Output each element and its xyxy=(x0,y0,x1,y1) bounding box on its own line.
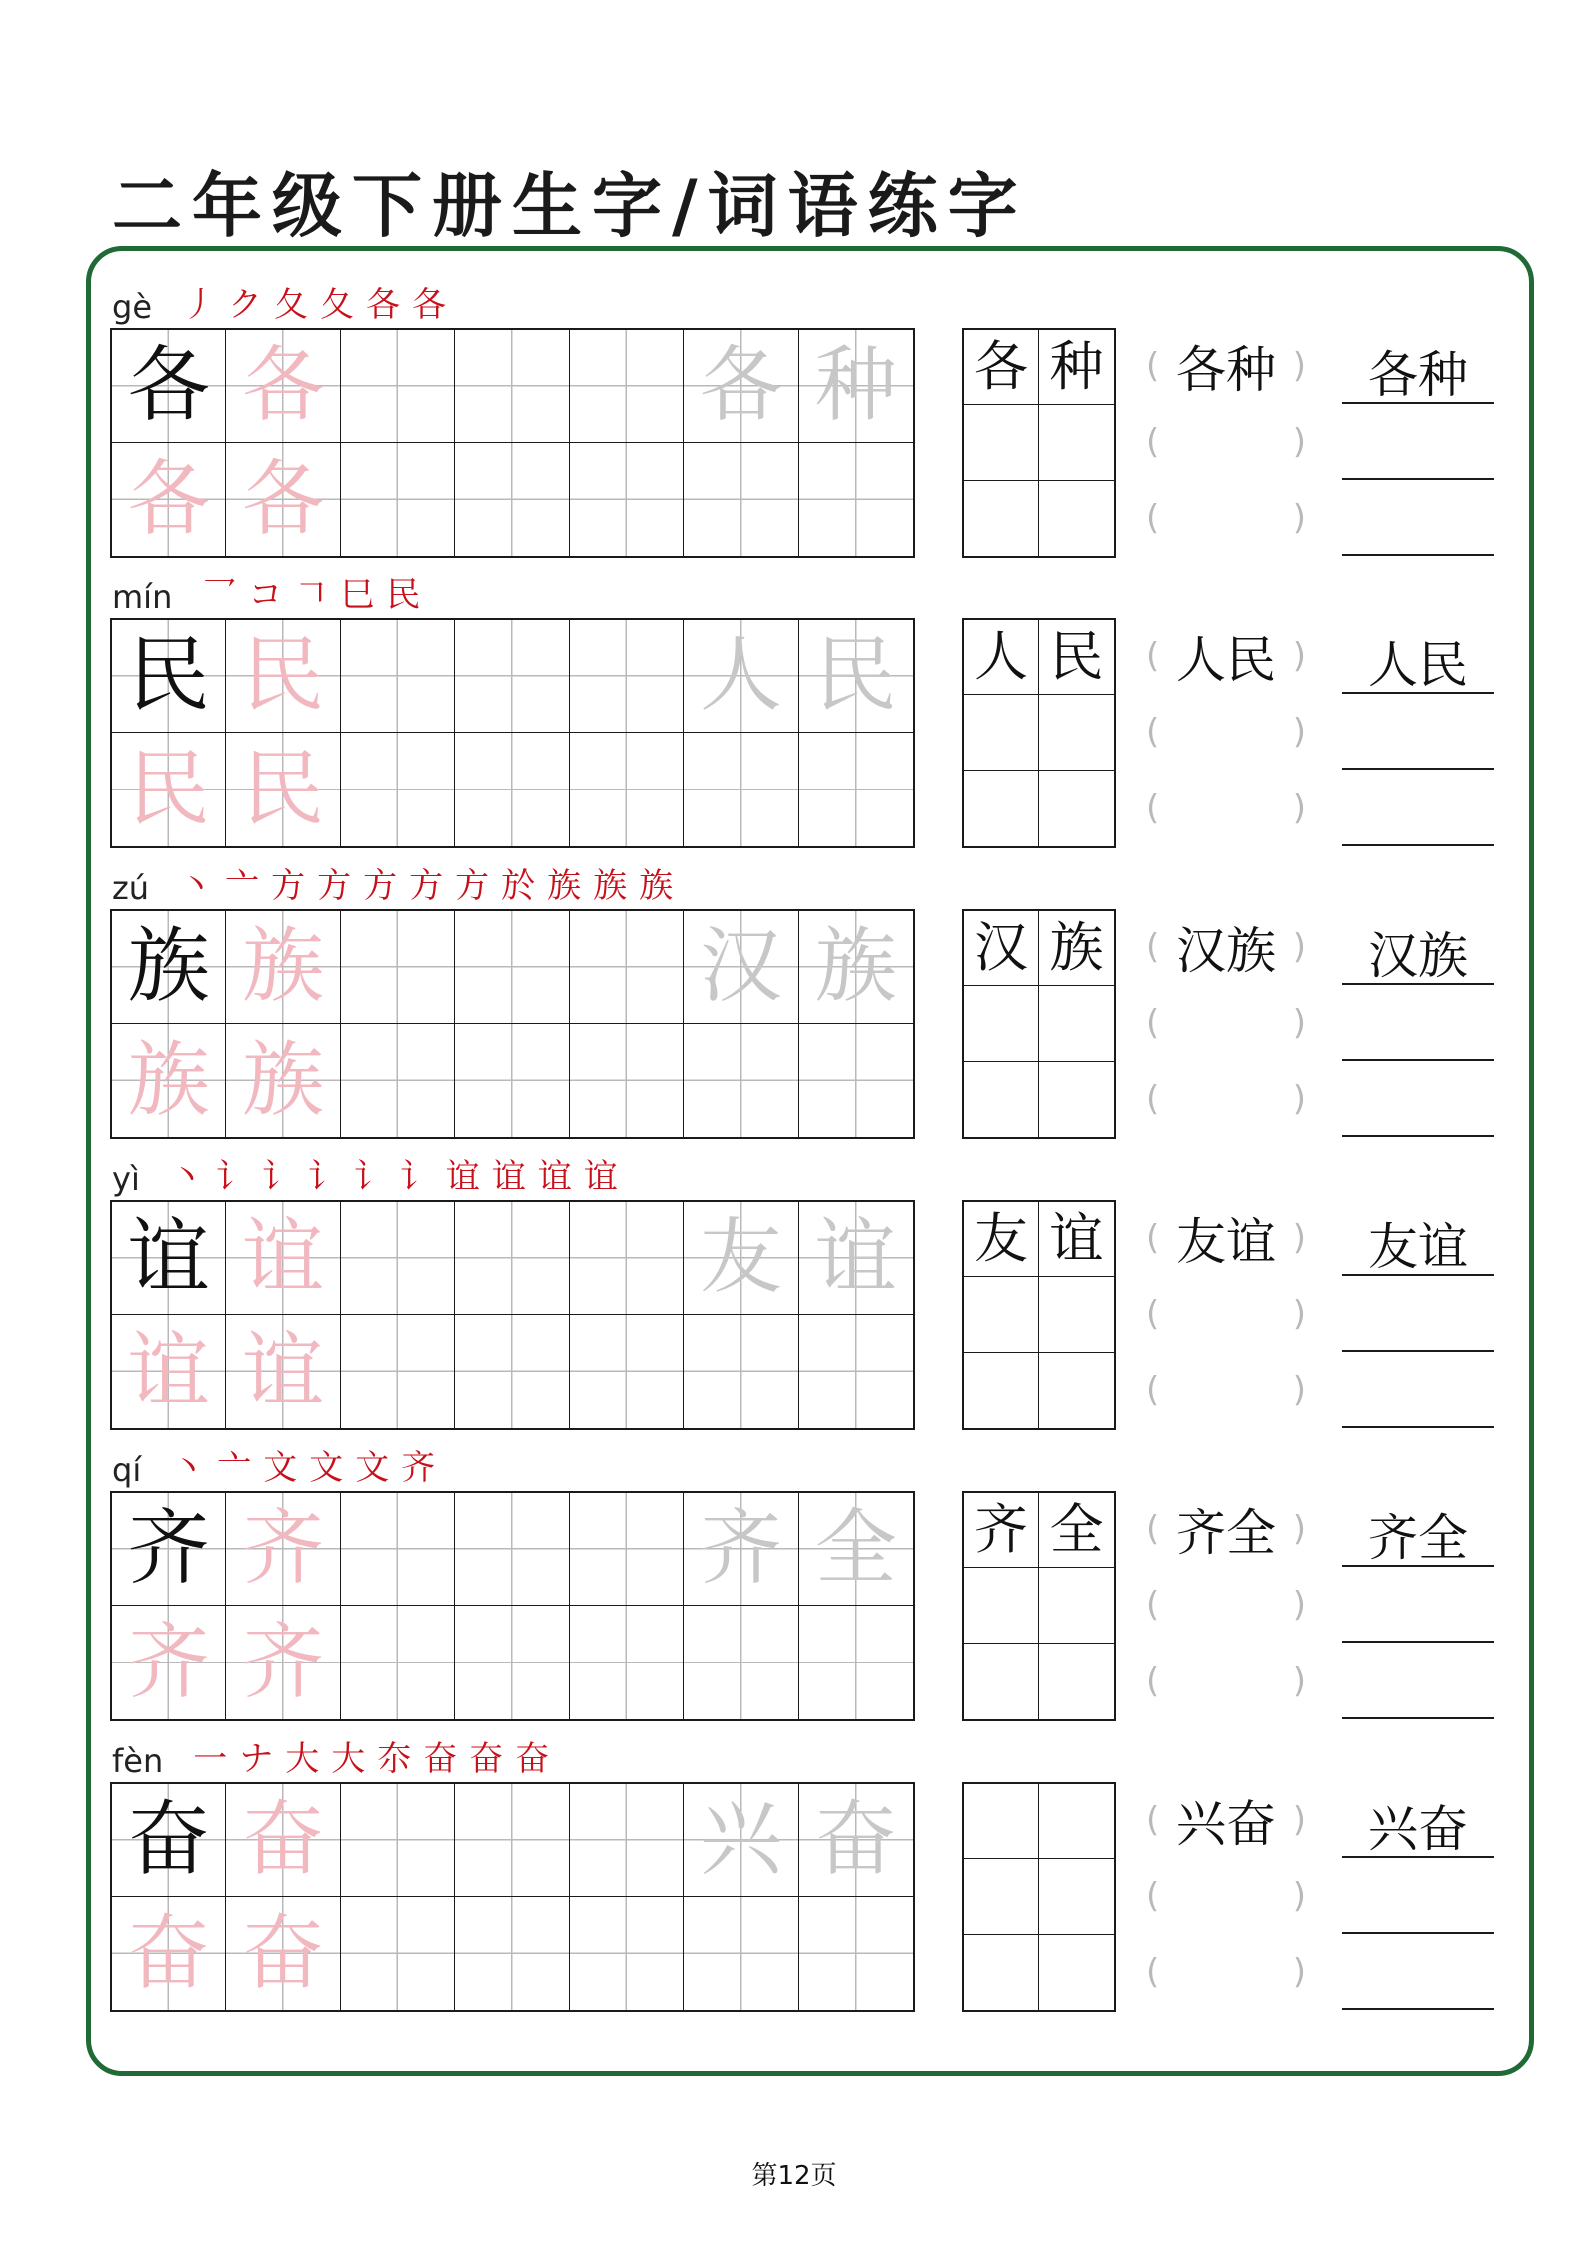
practice-row xyxy=(0,564,1588,854)
paren-entry[interactable] xyxy=(1146,1352,1306,1428)
trace-character[interactable]: 各 xyxy=(226,443,340,556)
paren-close: ) xyxy=(1292,927,1306,967)
paren-entry[interactable] xyxy=(1146,985,1306,1061)
paren-close: ) xyxy=(1292,1079,1306,1119)
pinyin-label: qí xyxy=(112,1451,142,1489)
practice-row xyxy=(0,274,1588,564)
paren-close: ) xyxy=(1292,712,1306,752)
writing-cell[interactable] xyxy=(341,1493,455,1606)
writing-cell[interactable] xyxy=(570,1784,684,1897)
underline-word: 友谊 xyxy=(1368,1218,1468,1276)
stroke-step: 谊 xyxy=(583,1157,618,1197)
trace-word-char[interactable]: 民 xyxy=(799,620,913,733)
pinyin-label: fèn xyxy=(112,1742,164,1780)
paren-open: ( xyxy=(1146,788,1160,828)
writing-cell[interactable] xyxy=(684,1024,798,1137)
answer-line[interactable] xyxy=(1342,1276,1494,1352)
paren-word: 齐全 xyxy=(1176,1504,1276,1562)
underline-word: 汉族 xyxy=(1368,927,1468,985)
word-box-char[interactable] xyxy=(964,1784,1039,1859)
writing-cell[interactable] xyxy=(799,443,913,556)
paren-entry[interactable] xyxy=(1146,1567,1306,1643)
pinyin-label: zú xyxy=(112,869,150,907)
word-box-cell[interactable] xyxy=(1039,771,1114,846)
practice-row xyxy=(0,1146,1588,1436)
trace-word-char[interactable]: 各 xyxy=(684,330,798,443)
model-character[interactable]: 齐 xyxy=(112,1493,226,1606)
word-box-cell[interactable] xyxy=(964,1859,1039,1934)
trace-word-char[interactable]: 全 xyxy=(799,1493,913,1606)
word-box-cell[interactable] xyxy=(1039,1935,1114,2010)
parentheses-column xyxy=(1146,618,1306,848)
word-box-char[interactable]: 汉 xyxy=(964,911,1039,986)
trace-character[interactable]: 民 xyxy=(226,620,340,733)
word-box-cell[interactable] xyxy=(1039,1644,1114,1719)
answer-line[interactable] xyxy=(1342,328,1494,404)
stroke-step: 方 xyxy=(455,866,490,906)
stroke-step: 讠 xyxy=(399,1157,434,1197)
trace-character[interactable]: 民 xyxy=(112,733,226,846)
paren-open: ( xyxy=(1146,1294,1160,1334)
word-box-grid xyxy=(962,909,1116,1139)
parentheses-column xyxy=(1146,328,1306,558)
writing-cell[interactable] xyxy=(341,620,455,733)
paren-entry[interactable] xyxy=(1146,1061,1306,1137)
stroke-step: 奋 xyxy=(423,1739,458,1779)
writing-cell[interactable] xyxy=(455,1784,569,1897)
stroke-step: 丿 xyxy=(182,285,216,325)
writing-cell[interactable] xyxy=(455,443,569,556)
word-box-char[interactable]: 民 xyxy=(1039,620,1114,695)
stroke-step: 讠 xyxy=(261,1157,296,1197)
trace-character[interactable]: 奋 xyxy=(226,1897,340,2010)
writing-cell[interactable] xyxy=(341,1897,455,2010)
paren-entry[interactable] xyxy=(1146,618,1306,694)
tianzige-grid xyxy=(110,1782,915,2012)
tianzige-grid xyxy=(110,909,915,1139)
word-box-cell[interactable] xyxy=(1039,481,1114,556)
writing-cell[interactable] xyxy=(799,1897,913,2010)
writing-cell[interactable] xyxy=(455,1024,569,1137)
trace-character[interactable]: 齐 xyxy=(112,1606,226,1719)
paren-open: ( xyxy=(1146,636,1160,676)
stroke-order-line xyxy=(112,1158,618,1198)
word-box-cell[interactable] xyxy=(1039,1353,1114,1428)
writing-cell[interactable] xyxy=(455,330,569,443)
paren-entry[interactable] xyxy=(1146,1491,1306,1567)
writing-cell[interactable] xyxy=(570,733,684,846)
word-box-cell[interactable] xyxy=(964,771,1039,846)
paren-close: ) xyxy=(1292,636,1306,676)
answer-line[interactable] xyxy=(1342,770,1494,846)
stroke-step: 谊 xyxy=(537,1157,572,1197)
writing-cell[interactable] xyxy=(455,1202,569,1315)
stroke-step: 丶 xyxy=(171,1448,206,1488)
paren-open: ( xyxy=(1146,346,1160,386)
word-box-char[interactable]: 齐 xyxy=(964,1493,1039,1568)
paren-close: ) xyxy=(1292,1294,1306,1334)
writing-cell[interactable] xyxy=(455,733,569,846)
trace-character[interactable]: 族 xyxy=(226,1024,340,1137)
stroke-step: 大 xyxy=(285,1739,320,1779)
answer-line[interactable] xyxy=(1342,1061,1494,1137)
trace-word-char[interactable]: 族 xyxy=(799,911,913,1024)
underline-column xyxy=(1342,909,1494,1139)
paren-open: ( xyxy=(1146,1003,1160,1043)
stroke-step: 丶 xyxy=(169,1157,204,1197)
tianzige-grid xyxy=(110,1200,915,1430)
word-box-char[interactable]: 全 xyxy=(1039,1493,1114,1568)
practice-row xyxy=(0,1437,1588,1727)
word-box-cell[interactable] xyxy=(964,1568,1039,1643)
answer-line[interactable] xyxy=(1342,985,1494,1061)
word-box-cell[interactable] xyxy=(1039,1277,1114,1352)
stroke-order-line xyxy=(112,867,673,907)
paren-entry[interactable] xyxy=(1146,909,1306,985)
paren-close: ) xyxy=(1292,1509,1306,1549)
paren-entry[interactable] xyxy=(1146,1858,1306,1934)
answer-line[interactable] xyxy=(1342,1352,1494,1428)
writing-cell[interactable] xyxy=(799,1315,913,1428)
stroke-step: 文 xyxy=(309,1448,344,1488)
writing-cell[interactable] xyxy=(570,330,684,443)
trace-word-char[interactable]: 友 xyxy=(684,1202,798,1315)
answer-line[interactable] xyxy=(1342,618,1494,694)
paren-close: ) xyxy=(1292,1876,1306,1916)
stroke-step: コ xyxy=(248,575,283,615)
writing-cell[interactable] xyxy=(341,1315,455,1428)
parentheses-column xyxy=(1146,1491,1306,1721)
stroke-order-line xyxy=(112,1449,435,1489)
paren-open: ( xyxy=(1146,1585,1160,1625)
stroke-step: 族 xyxy=(547,866,582,906)
word-box-cell[interactable] xyxy=(964,1353,1039,1428)
stroke-step: 方 xyxy=(317,866,352,906)
stroke-step: 亠 xyxy=(225,866,260,906)
word-box-cell[interactable] xyxy=(1039,1568,1114,1643)
trace-character[interactable]: 各 xyxy=(226,330,340,443)
paren-word: 人民 xyxy=(1176,631,1276,689)
underline-column xyxy=(1342,1491,1494,1721)
stroke-step: 奋 xyxy=(515,1739,550,1779)
word-box-cell[interactable] xyxy=(1039,405,1114,480)
underline-word: 各种 xyxy=(1368,346,1468,404)
stroke-step: 方 xyxy=(363,866,398,906)
paren-open: ( xyxy=(1146,1509,1160,1549)
word-box-grid xyxy=(962,1782,1116,2012)
stroke-step: ク xyxy=(228,285,262,325)
pinyin-label: mín xyxy=(112,578,173,616)
paren-close: ) xyxy=(1292,498,1306,538)
writing-cell[interactable] xyxy=(455,1315,569,1428)
paren-entry[interactable] xyxy=(1146,694,1306,770)
trace-character[interactable]: 各 xyxy=(112,443,226,556)
writing-cell[interactable] xyxy=(570,1315,684,1428)
model-character[interactable]: 各 xyxy=(112,330,226,443)
writing-cell[interactable] xyxy=(684,1315,798,1428)
paren-close: ) xyxy=(1292,346,1306,386)
paren-open: ( xyxy=(1146,1876,1160,1916)
parentheses-column xyxy=(1146,1782,1306,2012)
writing-cell[interactable] xyxy=(455,1606,569,1719)
trace-word-char[interactable]: 人 xyxy=(684,620,798,733)
stroke-step: 乛 xyxy=(202,575,237,615)
practice-row xyxy=(0,855,1588,1145)
paren-close: ) xyxy=(1292,1370,1306,1410)
paren-open: ( xyxy=(1146,1661,1160,1701)
writing-cell[interactable] xyxy=(570,620,684,733)
writing-cell[interactable] xyxy=(341,1202,455,1315)
underline-column xyxy=(1342,618,1494,848)
paren-word: 兴奋 xyxy=(1176,1795,1276,1853)
writing-cell[interactable] xyxy=(570,911,684,1024)
writing-cell[interactable] xyxy=(570,1202,684,1315)
word-box-grid xyxy=(962,1200,1116,1430)
writing-cell[interactable] xyxy=(684,1897,798,2010)
stroke-step: 奋 xyxy=(469,1739,504,1779)
paren-open: ( xyxy=(1146,712,1160,752)
underline-column xyxy=(1342,328,1494,558)
trace-word-char[interactable]: 兴 xyxy=(684,1784,798,1897)
pinyin-label: gè xyxy=(112,288,152,326)
tianzige-grid xyxy=(110,328,915,558)
stroke-step: 亠 xyxy=(217,1448,252,1488)
stroke-order-line xyxy=(112,286,446,326)
paren-close: ) xyxy=(1292,1218,1306,1258)
stroke-step: 族 xyxy=(593,866,628,906)
trace-character[interactable]: 奋 xyxy=(226,1784,340,1897)
practice-row xyxy=(0,1728,1588,2018)
underline-column xyxy=(1342,1782,1494,2012)
paren-close: ) xyxy=(1292,1003,1306,1043)
writing-cell[interactable] xyxy=(570,1493,684,1606)
paren-entry[interactable] xyxy=(1146,770,1306,846)
stroke-step: 文 xyxy=(355,1448,390,1488)
model-character[interactable]: 族 xyxy=(112,911,226,1024)
trace-character[interactable]: 奋 xyxy=(112,1897,226,2010)
paren-entry[interactable] xyxy=(1146,1200,1306,1276)
answer-line[interactable] xyxy=(1342,1934,1494,2010)
word-box-cell[interactable] xyxy=(1039,986,1114,1061)
paren-open: ( xyxy=(1146,1370,1160,1410)
word-box-char[interactable]: 族 xyxy=(1039,911,1114,986)
page-title: 二年级下册生字/词语练字 xyxy=(112,165,1028,247)
trace-character[interactable]: 齐 xyxy=(226,1606,340,1719)
paren-entry[interactable] xyxy=(1146,1643,1306,1719)
stroke-step: 讠 xyxy=(215,1157,250,1197)
word-box-char[interactable] xyxy=(1039,1784,1114,1859)
word-box-cell[interactable] xyxy=(964,405,1039,480)
answer-line[interactable] xyxy=(1342,1643,1494,1719)
paren-entry[interactable] xyxy=(1146,1276,1306,1352)
stroke-step: 谊 xyxy=(445,1157,480,1197)
paren-open: ( xyxy=(1146,1079,1160,1119)
stroke-step: 方 xyxy=(271,866,306,906)
stroke-step: 齐 xyxy=(401,1448,436,1488)
stroke-step: 谊 xyxy=(491,1157,526,1197)
paren-close: ) xyxy=(1292,788,1306,828)
writing-cell[interactable] xyxy=(799,733,913,846)
word-box-cell[interactable] xyxy=(964,1644,1039,1719)
paren-open: ( xyxy=(1146,927,1160,967)
word-box-cell[interactable] xyxy=(1039,1062,1114,1137)
stroke-step: 夵 xyxy=(377,1739,412,1779)
writing-cell[interactable] xyxy=(455,911,569,1024)
tianzige-grid xyxy=(110,1491,915,1721)
answer-line[interactable] xyxy=(1342,909,1494,985)
paren-entry[interactable] xyxy=(1146,1782,1306,1858)
writing-cell[interactable] xyxy=(684,443,798,556)
writing-cell[interactable] xyxy=(684,733,798,846)
word-box-cell[interactable] xyxy=(1039,1859,1114,1934)
paren-close: ) xyxy=(1292,1661,1306,1701)
trace-character[interactable]: 齐 xyxy=(226,1493,340,1606)
answer-line[interactable] xyxy=(1342,1491,1494,1567)
stroke-step: 夂 xyxy=(320,285,354,325)
word-box-char[interactable]: 各 xyxy=(964,330,1039,405)
answer-line[interactable] xyxy=(1342,1782,1494,1858)
paren-word: 友谊 xyxy=(1176,1213,1276,1271)
word-box-cell[interactable] xyxy=(964,1277,1039,1352)
trace-character[interactable]: 谊 xyxy=(112,1315,226,1428)
writing-cell[interactable] xyxy=(341,330,455,443)
writing-cell[interactable] xyxy=(341,911,455,1024)
trace-character[interactable]: 族 xyxy=(226,911,340,1024)
word-box-char[interactable]: 人 xyxy=(964,620,1039,695)
stroke-step: 讠 xyxy=(353,1157,388,1197)
page-number: 第12页 xyxy=(751,2161,837,2191)
writing-cell[interactable] xyxy=(341,1784,455,1897)
stroke-step: 於 xyxy=(501,866,536,906)
parentheses-column xyxy=(1146,909,1306,1139)
writing-cell[interactable] xyxy=(570,1606,684,1719)
trace-word-char[interactable]: 种 xyxy=(799,330,913,443)
word-box-cell[interactable] xyxy=(964,1935,1039,2010)
answer-line[interactable] xyxy=(1342,1567,1494,1643)
stroke-step: 族 xyxy=(639,866,674,906)
word-box-grid xyxy=(962,618,1116,848)
stroke-step: 文 xyxy=(263,1448,298,1488)
stroke-step: 夂 xyxy=(274,285,308,325)
paren-close: ) xyxy=(1292,1952,1306,1992)
stroke-order-line xyxy=(112,1740,549,1780)
parentheses-column xyxy=(1146,1200,1306,1430)
model-character[interactable]: 谊 xyxy=(112,1202,226,1315)
underline-word: 人民 xyxy=(1368,636,1468,694)
pinyin-label: yì xyxy=(112,1160,140,1198)
paren-entry[interactable] xyxy=(1146,404,1306,480)
trace-word-char[interactable]: 汉 xyxy=(684,911,798,1024)
trace-character[interactable]: 谊 xyxy=(226,1202,340,1315)
answer-line[interactable] xyxy=(1342,480,1494,556)
word-box-cell[interactable] xyxy=(964,986,1039,1061)
writing-cell[interactable] xyxy=(341,733,455,846)
writing-cell[interactable] xyxy=(455,1493,569,1606)
word-box-grid xyxy=(962,328,1116,558)
writing-cell[interactable] xyxy=(455,1897,569,2010)
writing-cell[interactable] xyxy=(455,620,569,733)
writing-cell[interactable] xyxy=(570,1897,684,2010)
trace-character[interactable]: 族 xyxy=(112,1024,226,1137)
word-box-char[interactable]: 谊 xyxy=(1039,1202,1114,1277)
paren-entry[interactable] xyxy=(1146,328,1306,404)
trace-word-char[interactable]: 齐 xyxy=(684,1493,798,1606)
stroke-step: 各 xyxy=(366,285,400,325)
stroke-step: 各 xyxy=(412,285,446,325)
paren-open: ( xyxy=(1146,422,1160,462)
word-box-grid xyxy=(962,1491,1116,1721)
stroke-step: 讠 xyxy=(307,1157,342,1197)
stroke-step: ナ xyxy=(239,1739,274,1779)
model-character[interactable]: 奋 xyxy=(112,1784,226,1897)
paren-open: ( xyxy=(1146,498,1160,538)
underline-word: 齐全 xyxy=(1368,1509,1468,1567)
answer-line[interactable] xyxy=(1342,404,1494,480)
writing-cell[interactable] xyxy=(341,443,455,556)
paren-close: ) xyxy=(1292,422,1306,462)
writing-cell[interactable] xyxy=(341,1024,455,1137)
paren-open: ( xyxy=(1146,1952,1160,1992)
trace-character[interactable]: 民 xyxy=(226,733,340,846)
writing-cell[interactable] xyxy=(570,1024,684,1137)
underline-word: 兴奋 xyxy=(1368,1800,1468,1858)
tianzige-grid xyxy=(110,618,915,848)
writing-cell[interactable] xyxy=(799,1606,913,1719)
trace-word-char[interactable]: 谊 xyxy=(799,1202,913,1315)
paren-open: ( xyxy=(1146,1218,1160,1258)
stroke-step: 一 xyxy=(193,1739,228,1779)
paren-word: 各种 xyxy=(1176,341,1276,399)
answer-line[interactable] xyxy=(1342,694,1494,770)
trace-character[interactable]: 谊 xyxy=(226,1315,340,1428)
stroke-step: 丶 xyxy=(179,866,214,906)
paren-close: ) xyxy=(1292,1585,1306,1625)
model-character[interactable]: 民 xyxy=(112,620,226,733)
paren-close: ) xyxy=(1292,1800,1306,1840)
word-box-cell[interactable] xyxy=(964,481,1039,556)
word-box-char[interactable]: 友 xyxy=(964,1202,1039,1277)
word-box-cell[interactable] xyxy=(1039,695,1114,770)
word-box-char[interactable]: 种 xyxy=(1039,330,1114,405)
stroke-step: 大 xyxy=(331,1739,366,1779)
paren-entry[interactable] xyxy=(1146,1934,1306,2010)
stroke-step: 𠃍 xyxy=(294,575,329,615)
underline-column xyxy=(1342,1200,1494,1430)
stroke-order-line xyxy=(112,576,420,616)
writing-cell[interactable] xyxy=(684,1606,798,1719)
stroke-step: 方 xyxy=(409,866,444,906)
paren-open: ( xyxy=(1146,1800,1160,1840)
stroke-step: 民 xyxy=(386,575,421,615)
trace-word-char[interactable]: 奋 xyxy=(799,1784,913,1897)
stroke-step: 巳 xyxy=(340,575,375,615)
word-box-cell[interactable] xyxy=(964,1062,1039,1137)
answer-line[interactable] xyxy=(1342,1200,1494,1276)
paren-entry[interactable] xyxy=(1146,480,1306,556)
paren-word: 汉族 xyxy=(1176,922,1276,980)
answer-line[interactable] xyxy=(1342,1858,1494,1934)
writing-cell[interactable] xyxy=(570,443,684,556)
word-box-cell[interactable] xyxy=(964,695,1039,770)
writing-cell[interactable] xyxy=(799,1024,913,1137)
writing-cell[interactable] xyxy=(341,1606,455,1719)
